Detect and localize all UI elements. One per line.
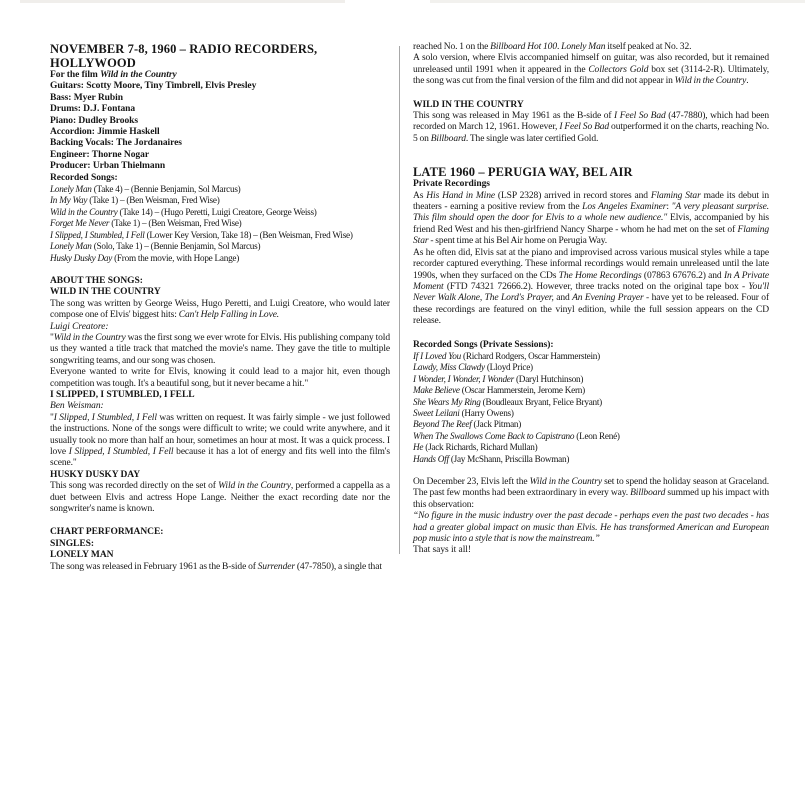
text-run: (Oscar Hammerstein, Jerome Kern) bbox=[459, 385, 585, 396]
song-line bbox=[50, 207, 390, 218]
text-run: (47-7880), which had been recorded on March 12, 1961. However, bbox=[413, 111, 769, 133]
text-run: (Jay McShann, Priscilla Bowman) bbox=[448, 453, 570, 464]
text-run: was the first song we ever wrote for Elvis. His publishing company told us they wanted a title track that matched the movie's name. They gave the title to multiple songwriting teams, and our song was chosen. bbox=[50, 332, 390, 366]
text-run: Lawdy, Miss Clawdy bbox=[413, 362, 485, 373]
text-run: HUSKY DUSKY DAY bbox=[50, 469, 141, 480]
text-run: box set (3114-2-R). Ultimately, the song was cut from the final version of the film and did not appear in bbox=[413, 64, 770, 87]
scan-edge-artifact-right bbox=[430, 0, 805, 3]
text-run: (47-7850), a single that bbox=[294, 561, 382, 572]
paragraph bbox=[50, 333, 390, 367]
text-line bbox=[50, 161, 390, 172]
section-heading bbox=[50, 527, 390, 538]
text-run: Lonely Man bbox=[561, 42, 606, 52]
paragraph bbox=[50, 413, 390, 470]
text-run: was written on request. It was fairly simple - we just followed the instructions. None of the songs were difficult to write; we could write anywhere, and it usually took no more than half an hour, sometimes an hour at most. It was a quick process. I love bbox=[50, 412, 390, 457]
text-run: SINGLES: bbox=[50, 538, 94, 549]
text-run: (Take 14) – (Hugo Peretti, Luigi Creatore, George Weiss) bbox=[117, 206, 317, 217]
text-run: Billboard bbox=[430, 133, 466, 144]
text-run: Surrender bbox=[257, 561, 295, 572]
paragraph bbox=[413, 477, 769, 511]
text-run: On December 23, Elvis left the bbox=[413, 477, 530, 487]
text-run: Make Believe bbox=[413, 385, 460, 396]
spacer bbox=[50, 264, 390, 276]
text-run: set to spend the holiday season at Graceland. The past few months had been extraordinary in every way. bbox=[413, 477, 769, 499]
text-run: (Richard Rodgers, Oscar Hammerstein) bbox=[460, 350, 600, 361]
text-run: (Boudleaux Bryant, Felice Bryant) bbox=[480, 396, 602, 407]
song-line bbox=[413, 351, 769, 362]
text-run: ABOUT THE SONGS: bbox=[50, 275, 143, 286]
text-run: (07863 67676.2) and bbox=[641, 270, 724, 281]
text-run: , performed a cappella as a duet between Elvis and actress Hope Lange. Neither the exact recording date nor the songwriter's name is known. bbox=[50, 481, 390, 515]
text-run: Elvis, accompanied by his friend Red West and his then-girlfriend Nancy Sharpe - whom he had met on the set of bbox=[413, 213, 769, 235]
text-run: Lonely Man bbox=[50, 241, 92, 252]
paragraph bbox=[413, 511, 769, 545]
paragraph bbox=[413, 191, 769, 248]
text-run: Flaming Star bbox=[650, 190, 701, 201]
section-heading bbox=[50, 470, 390, 481]
song-line bbox=[413, 454, 769, 465]
paragraph bbox=[413, 248, 769, 328]
text-run: Hands Off bbox=[413, 453, 449, 464]
text-run: Ben Weisman: bbox=[50, 401, 104, 412]
text-run: I Slipped, I Stumbled, I Fell bbox=[68, 447, 174, 457]
song-line bbox=[50, 230, 390, 241]
text-run: " bbox=[50, 412, 54, 423]
paragraph bbox=[50, 299, 390, 322]
song-line bbox=[413, 385, 769, 396]
text-run: (Take 1) – (Ben Weisman, Fred Wise) bbox=[109, 218, 242, 229]
text-line bbox=[50, 93, 390, 104]
text-run: Bass: Myer Rubin bbox=[50, 92, 123, 103]
text-run: Billboard bbox=[630, 488, 666, 499]
text-run: Drums: D.J. Fontana bbox=[50, 104, 136, 115]
text-run: (From the movie, with Hope Lange) bbox=[112, 252, 240, 263]
text-line bbox=[50, 104, 390, 115]
text-run: (Jack Richards, Richard Mullan) bbox=[423, 442, 538, 453]
text-run: Lonely Man bbox=[50, 184, 92, 195]
text-run: . bbox=[746, 76, 749, 87]
text-run: You'll Never Walk Alone, The Lord's Prayer, bbox=[413, 281, 769, 304]
text-run: She Wears My Ring bbox=[413, 396, 481, 407]
text-run: (Take 4) – (Bennie Benjamin, Sol Marcus) bbox=[91, 184, 241, 195]
text-run: LATE 1960 – PERUGIA WAY, BEL AIR bbox=[413, 165, 633, 180]
text-run: Recorded Songs (Private Sessions): bbox=[413, 339, 554, 350]
text-run: A solo version, where Elvis accompanied himself on guitar, was also recorded, but it remained unreleased until 1991 when it appeared in the bbox=[413, 53, 769, 75]
scan-edge-artifact-left bbox=[20, 0, 345, 3]
text-run: The Home Recordings bbox=[558, 270, 642, 281]
text-run: That says it all! bbox=[413, 545, 471, 556]
text-run: - have yet to be released. Four of these recordings are featured on the vinyl edition, while the full session appears on the CD release. bbox=[413, 293, 770, 327]
text-run: Everyone wanted to write for Elvis, knowing it could lead to a major hit, even though competition was tough. It's a beautiful song, but it never became a hit." bbox=[50, 367, 390, 389]
text-run: This song was released in May 1961 as the B-side of bbox=[413, 111, 615, 122]
paragraph bbox=[50, 562, 390, 573]
text-run: (Harry Owens) bbox=[459, 407, 514, 418]
paragraph bbox=[413, 42, 769, 53]
text-run: (FTD 74321 72666.2). However, three tracks noted on the original tape box - bbox=[443, 281, 749, 292]
text-run: Luigi Creatore: bbox=[50, 321, 109, 332]
song-line bbox=[413, 374, 769, 385]
text-run: If I Loved You bbox=[413, 350, 461, 361]
text-line bbox=[50, 401, 390, 412]
text-run: I Wonder, I Wonder, I Wonder bbox=[413, 373, 514, 384]
text-run: Forget Me Never bbox=[50, 218, 110, 229]
text-run: because it has a lot of energy and fits well into the film's scene." bbox=[50, 447, 390, 469]
spacer bbox=[413, 88, 769, 100]
text-run: (Daryl Hutchinson) bbox=[513, 373, 584, 384]
text-run: Wild in the Country bbox=[100, 70, 177, 80]
section-heading bbox=[50, 550, 390, 561]
text-run: CHART PERFORMANCE: bbox=[50, 527, 164, 538]
text-line bbox=[50, 81, 390, 92]
song-line bbox=[50, 218, 390, 229]
text-run: For the film bbox=[50, 70, 101, 80]
text-run: I Slipped, I Stumbled, I Fell bbox=[50, 229, 145, 240]
song-line bbox=[50, 184, 390, 195]
text-run: Wild in the Country bbox=[218, 481, 291, 492]
text-run: Engineer: Thorne Nogar bbox=[50, 149, 149, 160]
text-run: (LSP 2328) arrived in record stores and bbox=[494, 190, 651, 201]
text-run: Collectors Gold bbox=[588, 64, 649, 75]
text-run: WILD IN THE COUNTRY bbox=[50, 287, 161, 298]
text-run: "A very pleasant surprise. This film should open the door for Elvis to a whole new audience." bbox=[413, 202, 770, 224]
left-column bbox=[50, 42, 390, 573]
text-line bbox=[50, 173, 390, 184]
text-run: Husky Dusky Day bbox=[50, 252, 113, 263]
text-run: Wild in the Country bbox=[529, 477, 602, 487]
text-run: An Evening Prayer bbox=[572, 293, 644, 304]
text-run: itself peaked at No. 32. bbox=[605, 42, 692, 52]
text-run: In A Private Moment bbox=[413, 270, 769, 292]
session-heading bbox=[413, 165, 769, 179]
text-run: outperformed it on the charts, reaching No. 5 on bbox=[413, 122, 770, 144]
song-line bbox=[413, 397, 769, 408]
section-heading bbox=[50, 287, 390, 298]
song-line bbox=[50, 241, 390, 252]
text-line bbox=[50, 70, 390, 81]
text-run: “No figure in the music industry over the past decade - perhaps even the past two decades - has had a greater global impact on music than Elvis. He has transformed American and European pop music into a style that is now the mainstream.” bbox=[413, 511, 769, 545]
text-run: . bbox=[556, 42, 562, 52]
text-run: Flaming Star bbox=[413, 224, 769, 247]
paragraph bbox=[50, 367, 390, 390]
text-run: In My Way bbox=[50, 195, 88, 206]
text-line bbox=[50, 116, 390, 127]
section-heading bbox=[413, 100, 769, 111]
text-run: Producer: Urban Thielmann bbox=[50, 161, 166, 172]
text-run: made its debut in theaters - earning a positive review from the bbox=[413, 190, 769, 213]
song-line bbox=[413, 408, 769, 419]
text-run: : bbox=[666, 202, 672, 213]
text-run: (Jack Pitman) bbox=[471, 419, 522, 430]
text-run: Billboard Hot 100 bbox=[490, 42, 557, 52]
section-heading bbox=[50, 276, 390, 287]
text-line bbox=[413, 545, 769, 556]
text-run: Piano: Dudley Brooks bbox=[50, 115, 139, 126]
paragraph bbox=[50, 481, 390, 515]
text-run: (Take 1) – (Ben Weisman, Fred Wise) bbox=[87, 195, 220, 206]
text-run: - spent time at his Bel Air home on Perugia Way. bbox=[428, 236, 608, 247]
text-run: The song was released in February 1961 as the B-side of bbox=[50, 561, 258, 572]
song-line bbox=[413, 362, 769, 373]
spacer bbox=[413, 328, 769, 340]
text-line bbox=[50, 138, 390, 149]
text-run: WILD IN THE COUNTRY bbox=[413, 99, 524, 110]
text-run: Private Recordings bbox=[413, 179, 490, 190]
section-heading bbox=[413, 179, 769, 190]
text-line bbox=[50, 150, 390, 161]
text-run: Can't Help Falling in Love. bbox=[178, 310, 280, 321]
text-run: I Slipped, I Stumbled, I Fell bbox=[53, 412, 157, 423]
column-divider-rule bbox=[399, 46, 400, 554]
text-run: Los Angeles Examiner bbox=[582, 202, 667, 213]
text-run: As he often did, Elvis sat at the piano and improvised across various musical styles while a tape recorder captured everything. These informal recordings would remain unreleased until the late 1990s, when they surfaced on the CDs bbox=[413, 247, 769, 281]
text-run: (Lloyd Price) bbox=[484, 362, 533, 373]
text-run: (Leon René) bbox=[574, 430, 620, 441]
text-run: summed up his impact with this observation: bbox=[413, 488, 770, 510]
right-column bbox=[413, 42, 769, 557]
text-run: Sweet Leilani bbox=[413, 407, 460, 418]
text-run: I SLIPPED, I STUMBLED, I FELL bbox=[50, 389, 195, 400]
text-run: His Hand in Mine bbox=[426, 190, 495, 201]
text-run: (Solo, Take 1) – (Bennie Benjamin, Sol Marcus) bbox=[91, 241, 261, 252]
text-run: Wild in the Country bbox=[50, 206, 118, 217]
song-line bbox=[413, 442, 769, 453]
text-run: Backing Vocals: The Jordanaires bbox=[50, 138, 182, 149]
text-run: reached No. 1 on the bbox=[413, 42, 491, 52]
text-run: (Lower Key Version, Take 18) – (Ben Weisman, Fred Wise) bbox=[144, 229, 353, 240]
song-line bbox=[50, 195, 390, 206]
text-run: and bbox=[553, 293, 573, 304]
song-line bbox=[50, 253, 390, 264]
spacer bbox=[413, 465, 769, 477]
text-line bbox=[50, 127, 390, 138]
section-heading bbox=[50, 539, 390, 550]
session-heading bbox=[50, 42, 390, 70]
spacer bbox=[413, 145, 769, 165]
text-run: Accordion: Jimmie Haskell bbox=[50, 127, 160, 138]
text-run: Wild in the Country bbox=[674, 76, 747, 87]
text-run: When The Swallows Come Back to Capistrano bbox=[413, 430, 575, 441]
text-run: Wild in the Country bbox=[53, 332, 126, 343]
text-run: Recorded Songs: bbox=[50, 172, 118, 183]
text-run: " bbox=[50, 332, 54, 343]
paragraph bbox=[413, 53, 769, 87]
text-run: Beyond The Reef bbox=[413, 419, 472, 430]
text-run: As bbox=[413, 190, 427, 201]
text-run: This song was recorded directly on the set of bbox=[50, 481, 219, 492]
text-run: The song was written by George Weiss, Hugo Peretti, and Luigi Creatore, who would later compose one of Elvis' biggest hits: bbox=[50, 298, 390, 321]
text-run: . The single was later certified Gold. bbox=[465, 133, 599, 144]
song-line bbox=[413, 419, 769, 430]
section-heading bbox=[413, 340, 769, 351]
text-run: I Feel So Bad bbox=[559, 122, 610, 133]
text-run: LONELY MAN bbox=[50, 550, 114, 561]
paragraph bbox=[413, 111, 769, 145]
text-run: I Feel So Bad bbox=[614, 111, 666, 122]
text-run: NOVEMBER 7-8, 1960 – RADIO RECORDERS, HOLLYWOOD bbox=[50, 42, 318, 70]
text-run: He bbox=[413, 442, 424, 453]
spacer bbox=[50, 515, 390, 527]
text-run: Guitars: Scotty Moore, Tiny Timbrell, Elvis Presley bbox=[50, 81, 257, 92]
song-line bbox=[413, 431, 769, 442]
text-line bbox=[50, 322, 390, 333]
section-heading bbox=[50, 390, 390, 401]
